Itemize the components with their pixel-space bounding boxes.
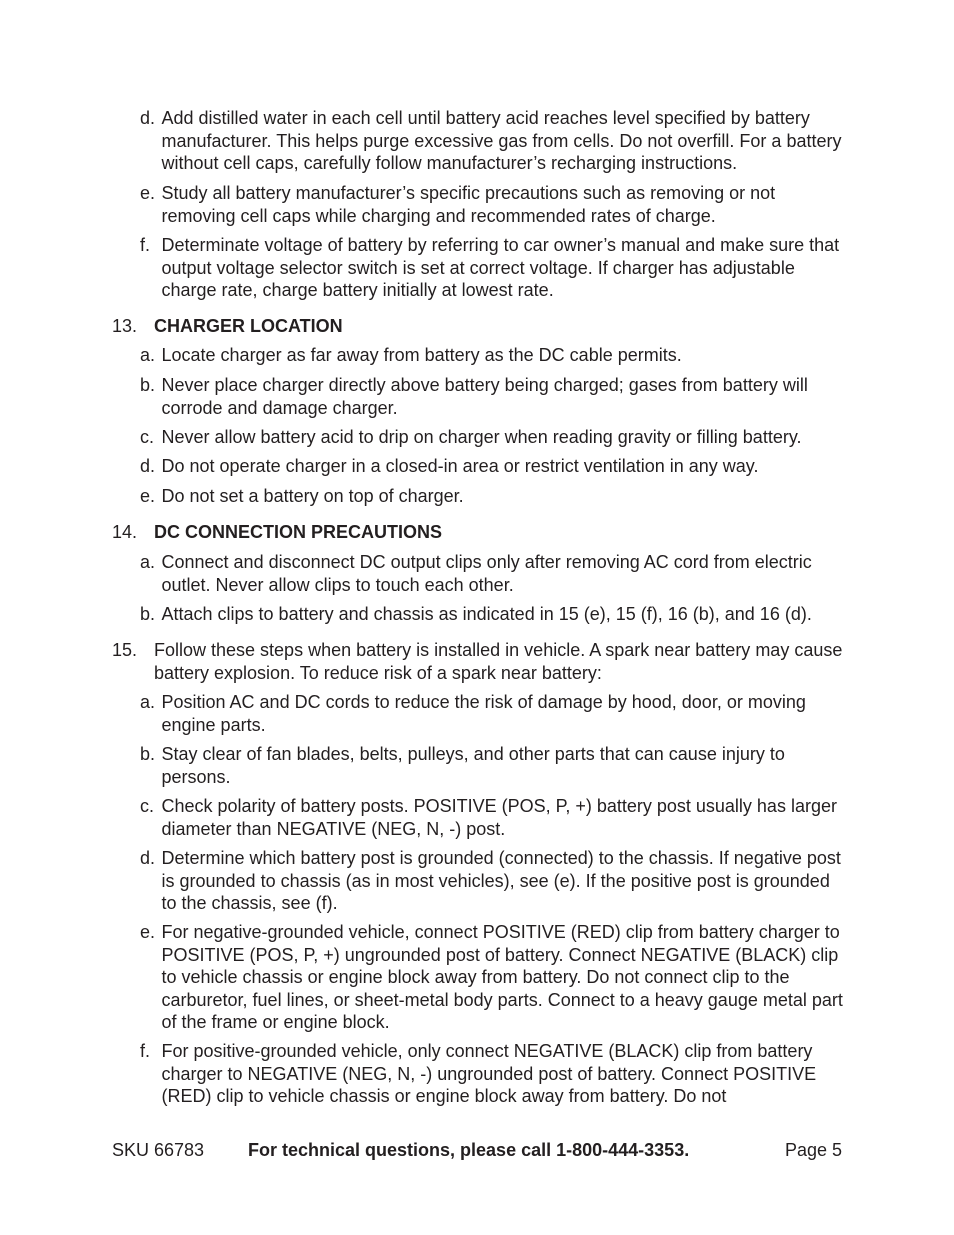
item-text: Determine which battery post is grounded (connected) to the chassis. If negative post is grounded to chassis (as in most vehicles), see (e). If the positive post is grounded to the chassis, see (f). bbox=[161, 848, 841, 913]
item-letter: d. bbox=[140, 848, 156, 868]
item-text: Locate charger as far away from battery as the DC cable permits. bbox=[161, 345, 682, 365]
item-letter: f. bbox=[140, 235, 151, 255]
list-item-14a bbox=[140, 551, 845, 596]
item-letter: a. bbox=[140, 692, 156, 712]
footer-sku: SKU 66783 bbox=[112, 1140, 205, 1160]
item-letter: e. bbox=[140, 486, 156, 506]
list-item-13d bbox=[140, 455, 845, 478]
section-intro: Follow these steps when battery is installed in vehicle. A spark near battery may cause battery explosion. To reduce risk of a spark near battery: bbox=[154, 640, 843, 683]
item-text: For negative-grounded vehicle, connect POSITIVE (RED) clip from battery charger to POSITIVE (POS, P, +) ungrounded post of battery. Connect NEGATIVE (BLACK) clip to vehicle chassis or engine block away from battery. Do not connect clip to the carburetor, fuel lines, or sheet-metal body parts. Connect to a heavy gauge metal part of the frame or engine block. bbox=[161, 922, 843, 1032]
section-number: 13. bbox=[112, 316, 138, 336]
item-text: Add distilled water in each cell until battery acid reaches level specified by battery manufacturer. This helps purge excessive gas from cells. Do not overfill. For a battery without cell caps, carefully follow manufacturer’s recharging instructions. bbox=[161, 108, 842, 173]
list-item-15a bbox=[140, 691, 845, 736]
item-letter: d. bbox=[140, 108, 156, 128]
list-item-13b bbox=[140, 374, 845, 419]
item-text: Stay clear of fan blades, belts, pulleys, and other parts that can cause injury to persons. bbox=[161, 744, 785, 787]
section-intro-15 bbox=[112, 639, 847, 684]
item-text: Check polarity of battery posts. POSITIVE (POS, P, +) battery post usually has larger diameter than NEGATIVE (NEG, N, -) post. bbox=[161, 796, 837, 839]
item-text: Determinate voltage of battery by referring to car owner’s manual and make sure that output voltage selector switch is set at correct voltage. If charger has adjustable charge rate, charge battery initially at lowest rate. bbox=[161, 235, 840, 300]
section-title: CHARGER LOCATION bbox=[154, 316, 343, 336]
item-text: Position AC and DC cords to reduce the risk of damage by hood, door, or moving engine parts. bbox=[161, 692, 806, 735]
item-letter: c. bbox=[140, 796, 155, 816]
item-letter: d. bbox=[140, 456, 156, 476]
item-text: Attach clips to battery and chassis as indicated in 15 (e), 15 (f), 16 (b), and 16 (d). bbox=[161, 604, 812, 624]
section-title: DC CONNECTION PRECAUTIONS bbox=[154, 522, 443, 542]
item-letter: b. bbox=[140, 604, 156, 624]
item-letter: e. bbox=[140, 183, 156, 203]
item-letter: a. bbox=[140, 552, 156, 572]
item-letter: e. bbox=[140, 922, 156, 942]
item-letter: b. bbox=[140, 744, 156, 764]
item-letter: b. bbox=[140, 375, 156, 395]
item-letter: a. bbox=[140, 345, 156, 365]
list-item-12f bbox=[140, 234, 845, 302]
list-item-14b bbox=[140, 603, 845, 626]
list-item-12d bbox=[140, 107, 845, 175]
section-heading-13 bbox=[112, 315, 847, 338]
item-letter: f. bbox=[140, 1041, 151, 1061]
item-text: Never place charger directly above battery being charged; gases from battery will corrode and damage charger. bbox=[161, 375, 808, 418]
item-text: Connect and disconnect DC output clips only after removing AC cord from electric outlet. Never allow clips to touch each other. bbox=[161, 552, 812, 595]
section-number: 14. bbox=[112, 522, 138, 542]
list-item-15d bbox=[140, 847, 845, 915]
list-item-12e bbox=[140, 182, 845, 227]
list-item-13a bbox=[140, 344, 845, 367]
item-text: For positive-grounded vehicle, only connect NEGATIVE (BLACK) clip from battery charger to NEGATIVE (NEG, N, -) ungrounded post of battery. Connect POSITIVE (RED) clip to vehicle chassis or engine block away from battery. Do not bbox=[161, 1041, 817, 1106]
item-text: Do not operate charger in a closed-in area or restrict ventilation in any way. bbox=[161, 456, 759, 476]
list-item-13c bbox=[140, 426, 845, 449]
footer-page-number: Page 5 bbox=[784, 1140, 842, 1160]
section-heading-14 bbox=[112, 521, 847, 544]
list-item-15f bbox=[140, 1040, 845, 1108]
item-text: Never allow battery acid to drip on charger when reading gravity or filling battery. bbox=[161, 427, 802, 447]
item-text: Do not set a battery on top of charger. bbox=[161, 486, 464, 506]
section-number: 15. bbox=[112, 640, 138, 660]
list-item-15b bbox=[140, 743, 845, 788]
item-letter: c. bbox=[140, 427, 155, 447]
list-item-15e bbox=[140, 921, 845, 1034]
item-text: Study all battery manufacturer’s specific precautions such as removing or not removing cell caps while charging and recommended rates of charge. bbox=[161, 183, 776, 226]
list-item-13e bbox=[140, 485, 845, 508]
list-item-15c bbox=[140, 795, 845, 840]
footer-contact: For technical questions, please call 1-800-444-3353. bbox=[248, 1140, 690, 1160]
